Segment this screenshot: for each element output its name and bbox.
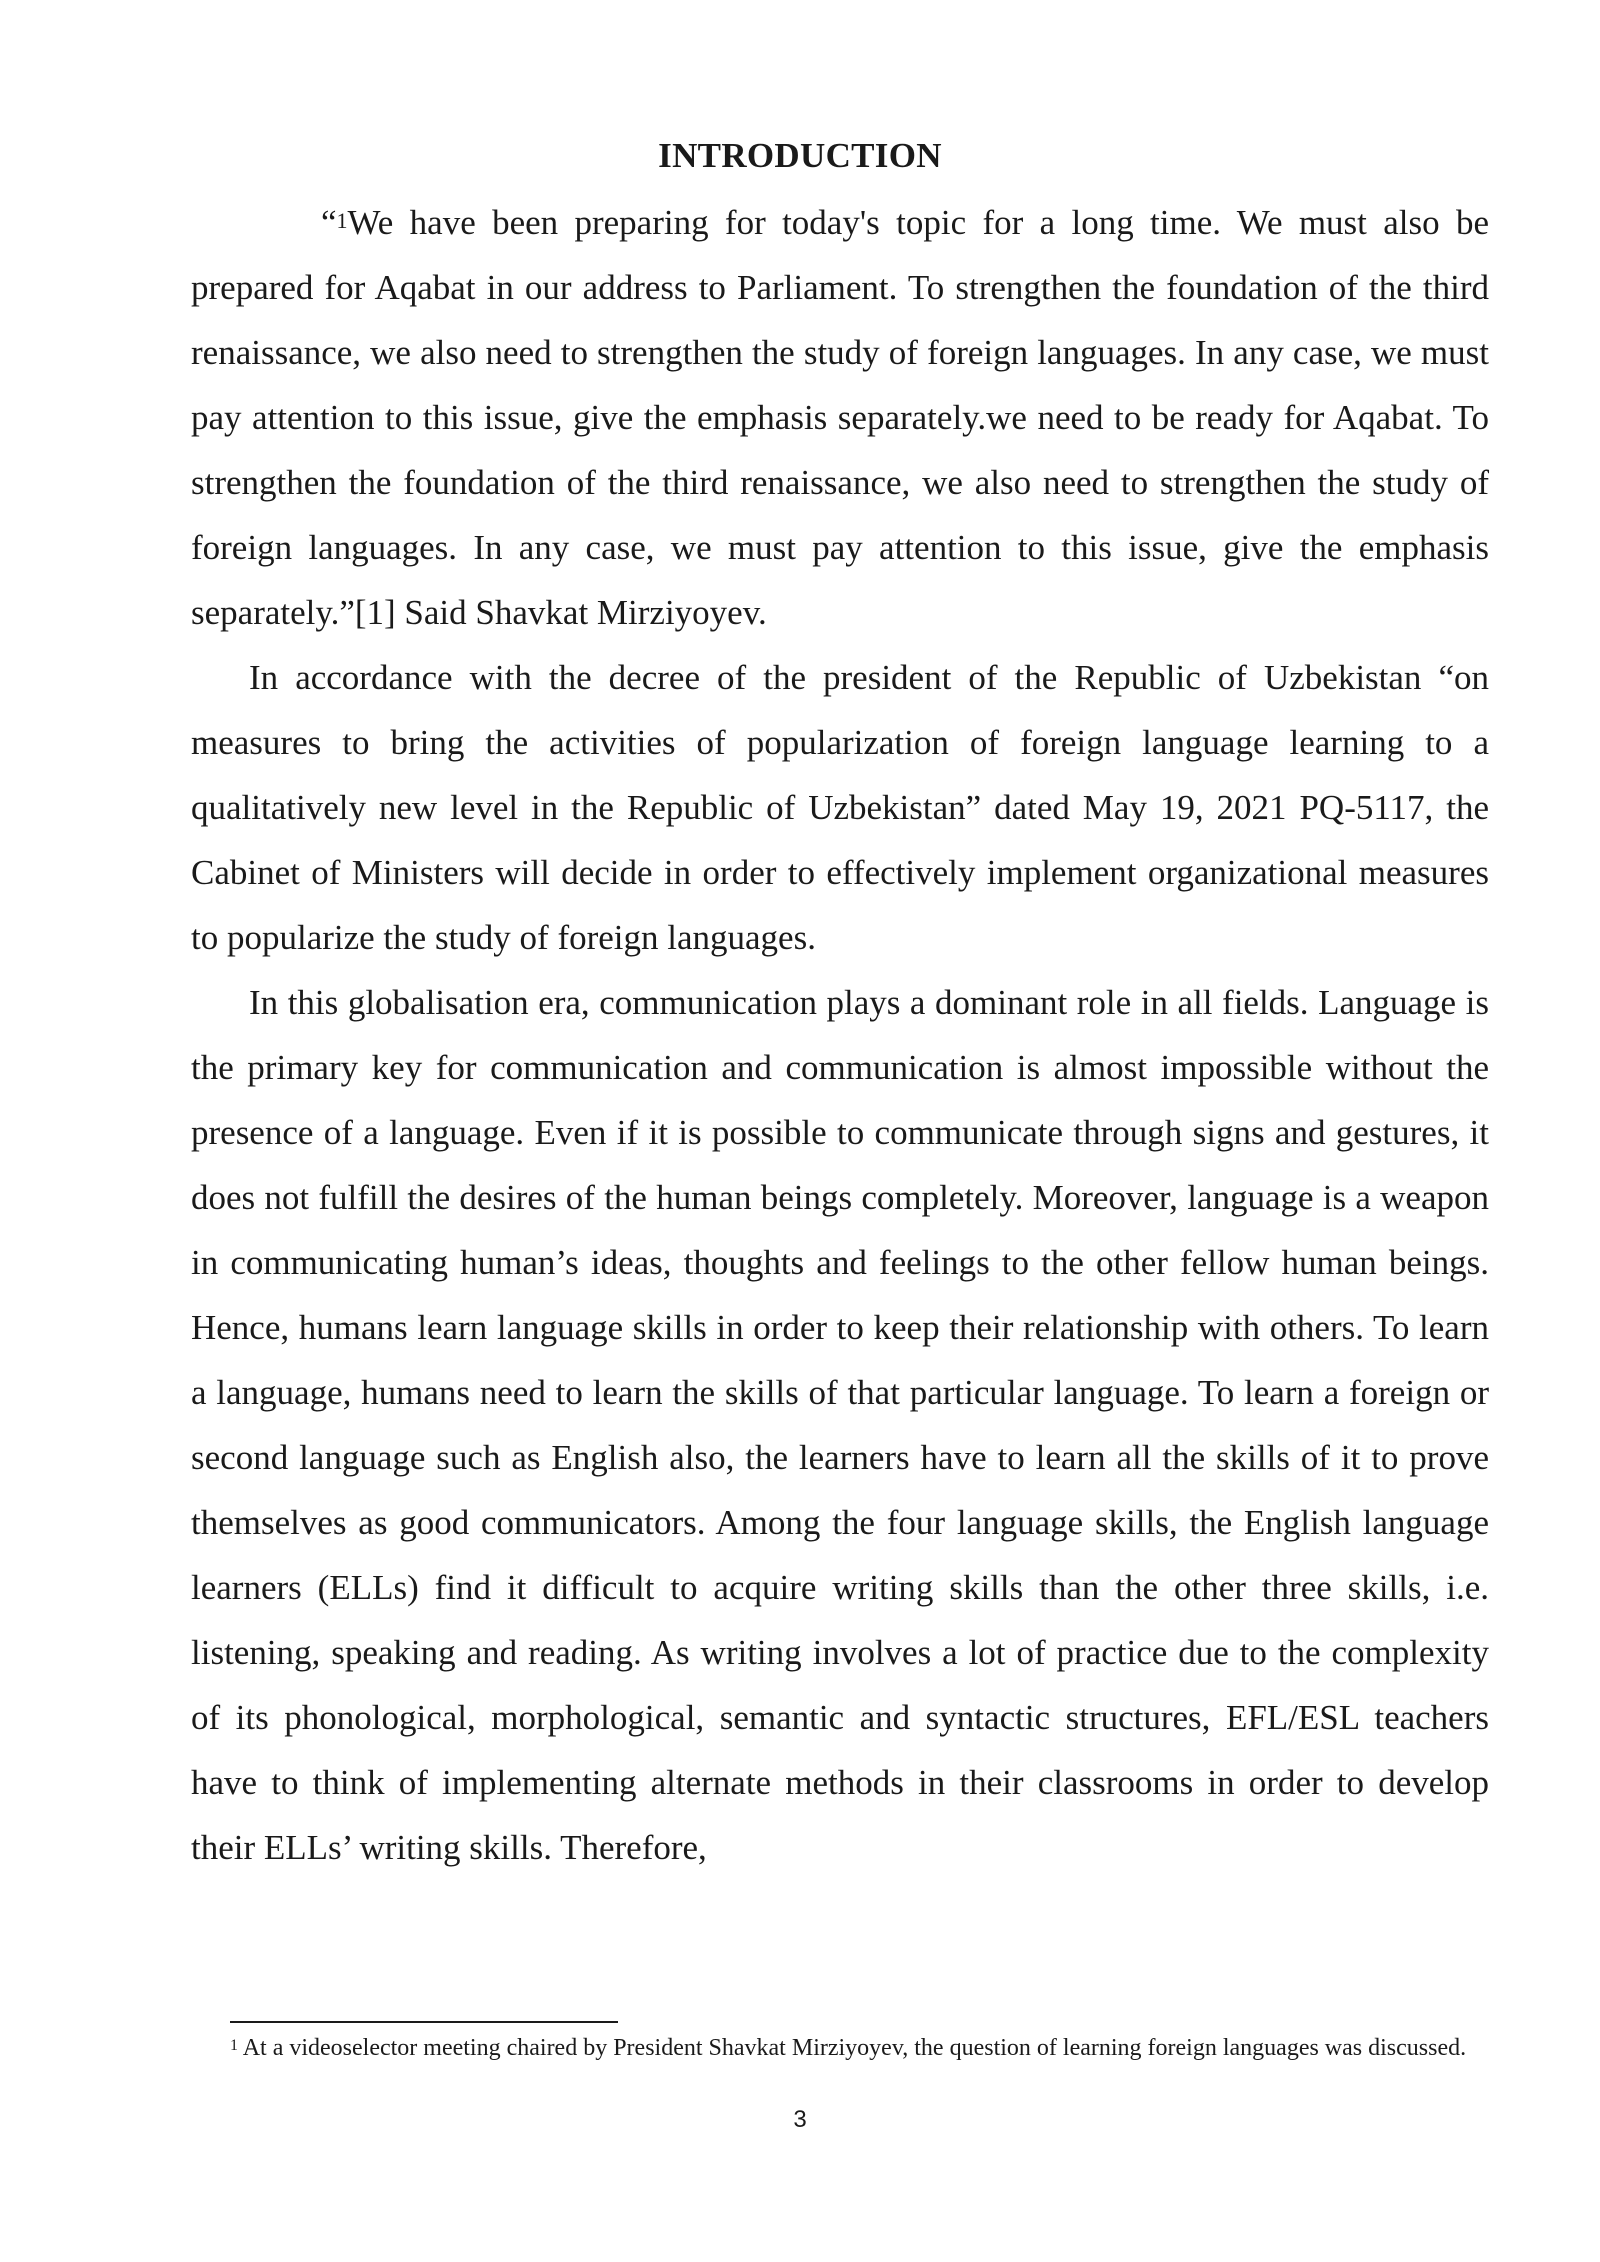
footnote-reference[interactable]: 1 xyxy=(336,208,348,233)
paragraph-1-text: We have been preparing for today's topic for a long time. We must also be prepared for Aqabat in our address to Parliament. To strengthen the foundation of the third renaissance, we also need to strengthen the study of foreign languages. In any case, we must pay attention to this issue, give the emphasis separately.we need to be ready for Aqabat. To strengthen the foundation of the third renaissance, we also need to strengthen the study of foreign languages. In any case, we must pay attention to this issue, give the emphasis separately.”[1] Said Shavkat Mirziyoyev. xyxy=(191,203,1489,632)
footnote xyxy=(230,2031,1490,2065)
footnote-text: At a videoselector meeting chaired by President Shavkat Mirziyoyev, the question of learning foreign languages was discussed. xyxy=(242,2035,1467,2061)
paragraph-globalisation: In this globalisation era, communication plays a dominant role in all fields. Language is the primary key for communication and communication is almost impossible without the presence of a language. Even if it is possible to communicate through signs and gestures, it does not fulfill the desires of the human beings completely. Moreover, language is a weapon in communicating human’s ideas, thoughts and feelings to the other fellow human beings. Hence, humans learn language skills in order to keep their relationship with others. To learn a language, humans need to learn the skills of that particular language. To learn a foreign or second language such as English also, the learners have to learn all the skills of it to prove themselves as good communicators. Among the four language skills, the English language learners (ELLs) find it difficult to acquire writing skills than the other three skills, i.e. listening, speaking and reading. As writing involves a lot of practice due to the complexity of its phonological, morphological, semantic and syntactic structures, EFL/ESL teachers have to think of implementing alternate methods in their classrooms in order to develop their ELLs’ writing skills. Therefore, xyxy=(191,983,1489,1867)
quote-mark: “ xyxy=(321,203,337,242)
footnote-separator xyxy=(230,2021,618,2023)
body-text xyxy=(191,190,1489,1880)
page-number: 3 xyxy=(793,2106,807,2133)
paragraph-quote xyxy=(191,190,1489,645)
footnote-number: 1 xyxy=(230,2037,238,2054)
section-title: INTRODUCTION xyxy=(658,136,942,175)
paragraph-decree: In accordance with the decree of the president of the Republic of Uzbekistan “on measures to bring the activities of popularization of foreign language learning to a qualitatively new level in the Republic of Uzbekistan” dated May 19, 2021 PQ-5117, the Cabinet of Ministers will decide in order to effectively implement organizational measures to popularize the study of foreign languages. xyxy=(191,658,1489,957)
